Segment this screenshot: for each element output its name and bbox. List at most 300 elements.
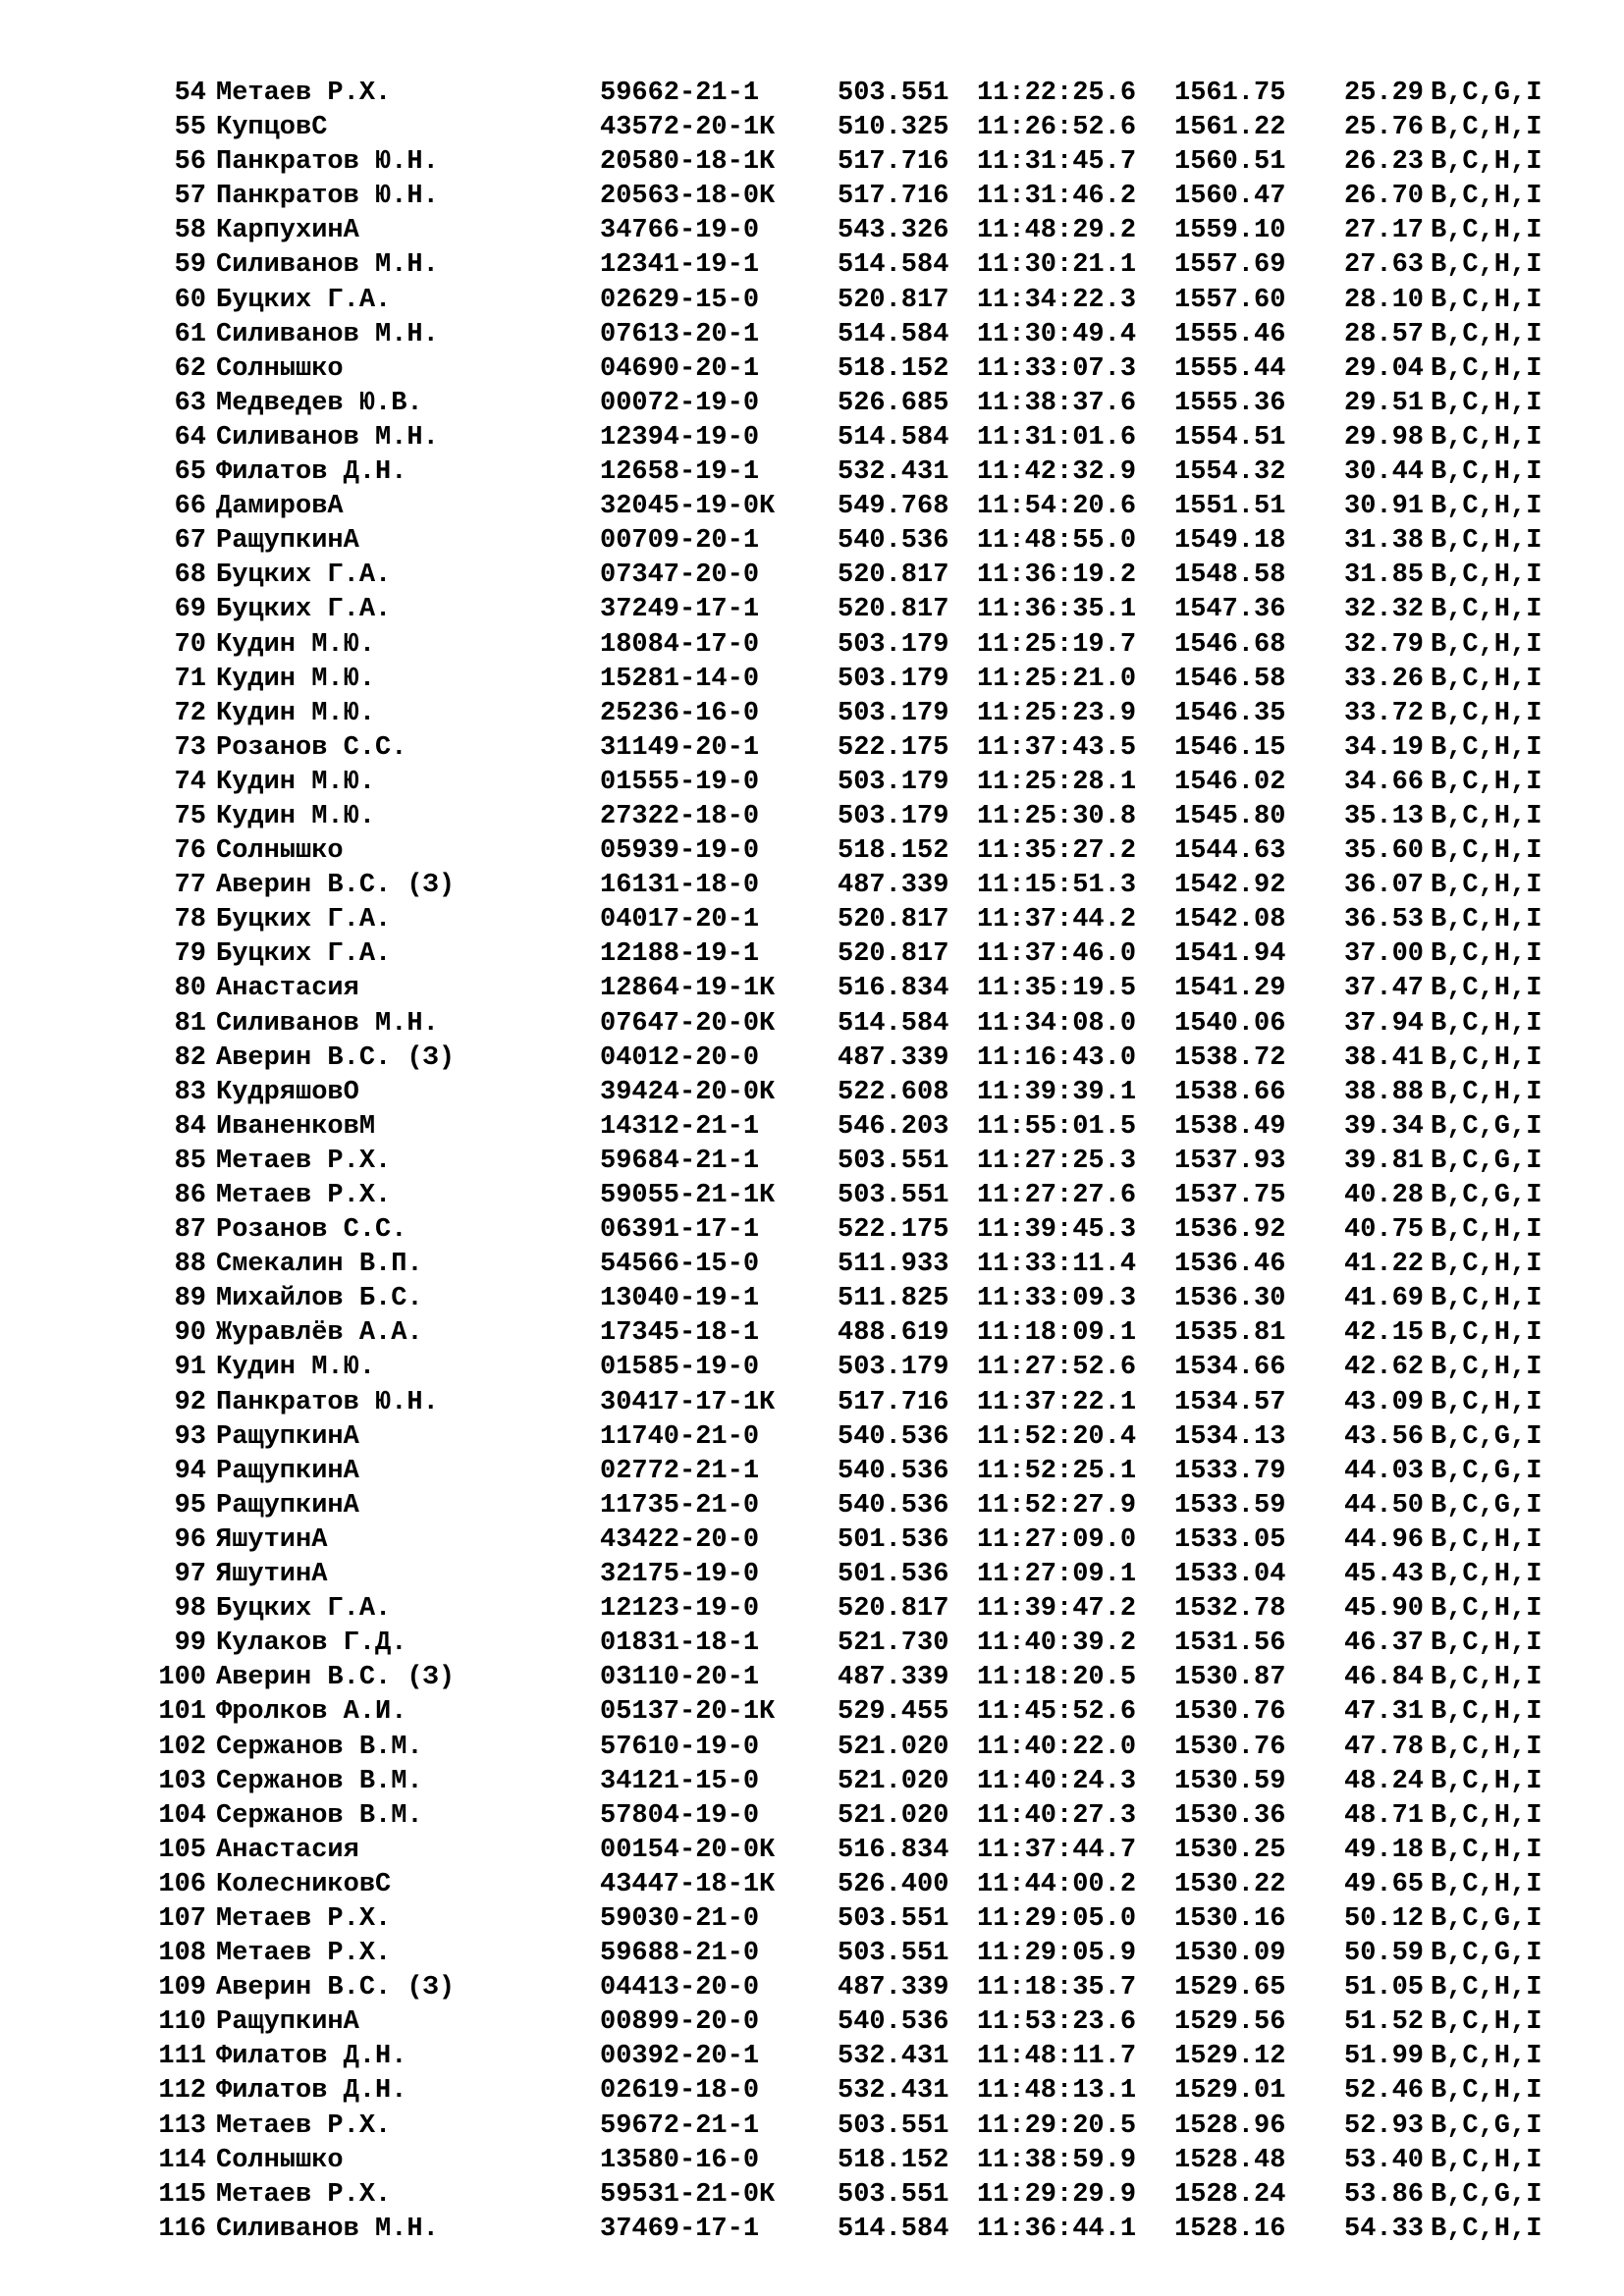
ring-number: 01831-18-1 bbox=[600, 1629, 760, 1659]
fancier-name: Метаев Р.Х. bbox=[216, 79, 392, 108]
place: 76 bbox=[174, 836, 206, 867]
distance: 540.536 bbox=[838, 2007, 949, 2038]
fancier-name: Фролков А.И. bbox=[216, 1697, 407, 1728]
place: 108 bbox=[158, 1939, 206, 1969]
classes: B,C,H,I bbox=[1431, 1629, 1543, 1659]
ring-number: 13040-19-1 bbox=[600, 1284, 760, 1314]
place: 115 bbox=[158, 2179, 206, 2210]
place: 95 bbox=[174, 1490, 206, 1521]
classes: B,C,H,I bbox=[1431, 767, 1543, 797]
place: 62 bbox=[174, 353, 206, 384]
distance: 503.179 bbox=[838, 629, 949, 660]
table-row bbox=[141, 1179, 1595, 1213]
table-row bbox=[141, 1041, 1595, 1076]
distance: 520.817 bbox=[838, 595, 949, 625]
fancier-name: Буцких Г.А. bbox=[216, 285, 392, 315]
classes: B,C,H,I bbox=[1431, 319, 1543, 349]
coefficient: 42.15 bbox=[1344, 1318, 1425, 1349]
coefficient: 49.18 bbox=[1344, 1835, 1425, 1865]
table-row bbox=[141, 1420, 1595, 1455]
coefficient: 48.71 bbox=[1344, 1800, 1425, 1831]
ring-number: 43422-20-0 bbox=[600, 1524, 760, 1555]
ring-number: 01585-19-0 bbox=[600, 1353, 760, 1383]
place: 102 bbox=[158, 1732, 206, 1762]
arrival-time: 11:34:08.0 bbox=[977, 1008, 1137, 1039]
speed: 1533.59 bbox=[1174, 1490, 1286, 1521]
distance: 522.608 bbox=[838, 1077, 949, 1107]
distance: 503.551 bbox=[838, 1903, 949, 1934]
classes: B,C,G,I bbox=[1431, 1111, 1543, 1142]
place: 70 bbox=[174, 629, 206, 660]
ring-number: 00709-20-1 bbox=[600, 526, 760, 557]
arrival-time: 11:27:09.1 bbox=[977, 1560, 1137, 1590]
fancier-name: Сержанов В.М. bbox=[216, 1766, 423, 1796]
ring-number: 59684-21-1 bbox=[600, 1146, 760, 1176]
fancier-name: Журавлёв А.А. bbox=[216, 1318, 423, 1349]
table-row bbox=[141, 1282, 1595, 1316]
coefficient: 31.38 bbox=[1344, 526, 1425, 557]
table-row bbox=[141, 1213, 1595, 1248]
fancier-name: КолесниковС bbox=[216, 1869, 392, 1899]
distance: 532.431 bbox=[838, 2042, 949, 2072]
ring-number: 05137-20-1К bbox=[600, 1697, 776, 1728]
place: 87 bbox=[174, 1215, 206, 1246]
place: 100 bbox=[158, 1663, 206, 1693]
arrival-time: 11:40:39.2 bbox=[977, 1629, 1137, 1659]
distance: 510.325 bbox=[838, 113, 949, 143]
classes: B,C,H,I bbox=[1431, 1318, 1543, 1349]
ring-number: 54566-15-0 bbox=[600, 1250, 760, 1280]
place: 111 bbox=[158, 2042, 206, 2072]
fancier-name: Метаев Р.Х. bbox=[216, 1146, 392, 1176]
coefficient: 34.66 bbox=[1344, 767, 1425, 797]
table-row bbox=[141, 1834, 1595, 1868]
arrival-time: 11:27:25.3 bbox=[977, 1146, 1137, 1176]
speed: 1528.24 bbox=[1174, 2179, 1286, 2210]
fancier-name: Филатов Д.Н. bbox=[216, 2076, 407, 2107]
place: 66 bbox=[174, 492, 206, 522]
distance: 521.020 bbox=[838, 1766, 949, 1796]
fancier-name: Анастасия bbox=[216, 974, 359, 1004]
table-row bbox=[141, 2213, 1595, 2247]
place: 101 bbox=[158, 1697, 206, 1728]
ring-number: 12864-19-1К bbox=[600, 974, 776, 1004]
classes: B,C,H,I bbox=[1431, 1077, 1543, 1107]
speed: 1548.58 bbox=[1174, 561, 1286, 591]
speed: 1537.93 bbox=[1174, 1146, 1286, 1176]
speed: 1540.06 bbox=[1174, 1008, 1286, 1039]
arrival-time: 11:37:43.5 bbox=[977, 732, 1137, 763]
arrival-time: 11:39:47.2 bbox=[977, 1594, 1137, 1625]
speed: 1528.48 bbox=[1174, 2145, 1286, 2175]
coefficient: 46.37 bbox=[1344, 1629, 1425, 1659]
table-row bbox=[141, 1558, 1595, 1592]
table-row bbox=[141, 1110, 1595, 1145]
arrival-time: 11:38:37.6 bbox=[977, 388, 1137, 418]
coefficient: 50.12 bbox=[1344, 1903, 1425, 1934]
place: 67 bbox=[174, 526, 206, 557]
table-row bbox=[141, 387, 1595, 421]
place: 61 bbox=[174, 319, 206, 349]
arrival-time: 11:22:25.6 bbox=[977, 79, 1137, 108]
fancier-name: Аверин В.С. (З) bbox=[216, 871, 456, 901]
table-row bbox=[141, 284, 1595, 318]
place: 63 bbox=[174, 388, 206, 418]
coefficient: 51.52 bbox=[1344, 2007, 1425, 2038]
ring-number: 59672-21-1 bbox=[600, 2110, 760, 2141]
table-row bbox=[141, 593, 1595, 627]
table-row bbox=[141, 766, 1595, 800]
ring-number: 30417-17-1К bbox=[600, 1387, 776, 1417]
arrival-time: 11:35:27.2 bbox=[977, 836, 1137, 867]
speed: 1545.80 bbox=[1174, 801, 1286, 831]
table-row bbox=[141, 628, 1595, 663]
coefficient: 32.79 bbox=[1344, 629, 1425, 660]
place: 68 bbox=[174, 561, 206, 591]
table-row bbox=[141, 800, 1595, 834]
place: 80 bbox=[174, 974, 206, 1004]
ring-number: 06391-17-1 bbox=[600, 1215, 760, 1246]
ring-number: 16131-18-0 bbox=[600, 871, 760, 901]
place: 109 bbox=[158, 1973, 206, 2003]
ring-number: 59688-21-0 bbox=[600, 1939, 760, 1969]
classes: B,C,H,I bbox=[1431, 836, 1543, 867]
table-row bbox=[141, 1455, 1595, 1489]
coefficient: 41.22 bbox=[1344, 1250, 1425, 1280]
distance: 514.584 bbox=[838, 2214, 949, 2244]
fancier-name: РащупкинА bbox=[216, 2007, 359, 2038]
speed: 1542.92 bbox=[1174, 871, 1286, 901]
fancier-name: РащупкинА bbox=[216, 1490, 359, 1521]
arrival-time: 11:38:59.9 bbox=[977, 2145, 1137, 2175]
ring-number: 07347-20-0 bbox=[600, 561, 760, 591]
ring-number: 20563-18-0К bbox=[600, 182, 776, 212]
speed: 1546.35 bbox=[1174, 698, 1286, 728]
arrival-time: 11:26:52.6 bbox=[977, 113, 1137, 143]
ring-number: 25236-16-0 bbox=[600, 698, 760, 728]
table-row bbox=[141, 1902, 1595, 1937]
distance: 540.536 bbox=[838, 1421, 949, 1452]
coefficient: 38.88 bbox=[1344, 1077, 1425, 1107]
place: 114 bbox=[158, 2145, 206, 2175]
distance: 503.551 bbox=[838, 1181, 949, 1210]
place: 77 bbox=[174, 871, 206, 901]
arrival-time: 11:36:35.1 bbox=[977, 595, 1137, 625]
speed: 1534.57 bbox=[1174, 1387, 1286, 1417]
fancier-name: Силиванов М.Н. bbox=[216, 1008, 439, 1039]
fancier-name: ЯшутинА bbox=[216, 1560, 328, 1590]
classes: B,C,H,I bbox=[1431, 147, 1543, 178]
arrival-time: 11:15:51.3 bbox=[977, 871, 1137, 901]
distance: 526.400 bbox=[838, 1869, 949, 1899]
coefficient: 34.19 bbox=[1344, 732, 1425, 763]
speed: 1547.36 bbox=[1174, 595, 1286, 625]
place: 60 bbox=[174, 285, 206, 315]
classes: B,C,H,I bbox=[1431, 388, 1543, 418]
arrival-time: 11:34:22.3 bbox=[977, 285, 1137, 315]
distance: 514.584 bbox=[838, 422, 949, 453]
coefficient: 40.75 bbox=[1344, 1215, 1425, 1246]
coefficient: 44.50 bbox=[1344, 1490, 1425, 1521]
distance: 518.152 bbox=[838, 836, 949, 867]
arrival-time: 11:48:13.1 bbox=[977, 2076, 1137, 2107]
table-row bbox=[141, 455, 1595, 490]
coefficient: 38.41 bbox=[1344, 1042, 1425, 1073]
place: 96 bbox=[174, 1524, 206, 1555]
speed: 1546.02 bbox=[1174, 767, 1286, 797]
arrival-time: 11:31:46.2 bbox=[977, 182, 1137, 212]
speed: 1560.47 bbox=[1174, 182, 1286, 212]
distance: 532.431 bbox=[838, 457, 949, 488]
fancier-name: КудряшовО bbox=[216, 1077, 359, 1107]
distance: 503.551 bbox=[838, 2179, 949, 2210]
arrival-time: 11:37:22.1 bbox=[977, 1387, 1137, 1417]
classes: B,C,G,I bbox=[1431, 2110, 1543, 2141]
coefficient: 25.29 bbox=[1344, 79, 1425, 108]
distance: 521.020 bbox=[838, 1732, 949, 1762]
fancier-name: Аверин В.С. (З) bbox=[216, 1042, 456, 1073]
coefficient: 26.70 bbox=[1344, 182, 1425, 212]
place: 92 bbox=[174, 1387, 206, 1417]
table-row bbox=[141, 1765, 1595, 1799]
arrival-time: 11:29:20.5 bbox=[977, 2110, 1137, 2141]
speed: 1557.69 bbox=[1174, 250, 1286, 281]
table-row bbox=[141, 559, 1595, 593]
arrival-time: 11:54:20.6 bbox=[977, 492, 1137, 522]
table-row bbox=[141, 1592, 1595, 1627]
fancier-name: Буцких Г.А. bbox=[216, 561, 392, 591]
distance: 520.817 bbox=[838, 1594, 949, 1625]
ring-number: 00154-20-0К bbox=[600, 1835, 776, 1865]
classes: B,C,H,I bbox=[1431, 974, 1543, 1004]
fancier-name: КупцовС bbox=[216, 113, 328, 143]
classes: B,C,H,I bbox=[1431, 1594, 1543, 1625]
ring-number: 17345-18-1 bbox=[600, 1318, 760, 1349]
arrival-time: 11:29:05.0 bbox=[977, 1903, 1137, 1934]
table-row bbox=[141, 2040, 1595, 2074]
classes: B,C,H,I bbox=[1431, 492, 1543, 522]
speed: 1555.36 bbox=[1174, 388, 1286, 418]
results-table bbox=[141, 77, 1595, 2247]
classes: B,C,H,I bbox=[1431, 801, 1543, 831]
speed: 1530.22 bbox=[1174, 1869, 1286, 1899]
ring-number: 11740-21-0 bbox=[600, 1421, 760, 1452]
coefficient: 45.43 bbox=[1344, 1560, 1425, 1590]
table-row bbox=[141, 1007, 1595, 1041]
coefficient: 36.07 bbox=[1344, 871, 1425, 901]
arrival-time: 11:33:07.3 bbox=[977, 353, 1137, 384]
place: 54 bbox=[174, 79, 206, 108]
table-row bbox=[141, 2005, 1595, 2040]
table-row bbox=[141, 1868, 1595, 1902]
ring-number: 14312-21-1 bbox=[600, 1111, 760, 1142]
distance: 514.584 bbox=[838, 319, 949, 349]
ring-number: 04012-20-0 bbox=[600, 1042, 760, 1073]
arrival-time: 11:40:27.3 bbox=[977, 1800, 1137, 1831]
ring-number: 59055-21-1К bbox=[600, 1181, 776, 1210]
classes: B,C,H,I bbox=[1431, 1284, 1543, 1314]
fancier-name: ДамировА bbox=[216, 492, 344, 522]
place: 73 bbox=[174, 732, 206, 763]
speed: 1541.94 bbox=[1174, 939, 1286, 970]
fancier-name: Розанов С.С. bbox=[216, 1215, 407, 1246]
speed: 1538.72 bbox=[1174, 1042, 1286, 1073]
place: 79 bbox=[174, 939, 206, 970]
table-row bbox=[141, 2074, 1595, 2109]
classes: B,C,H,I bbox=[1431, 732, 1543, 763]
ring-number: 12658-19-1 bbox=[600, 457, 760, 488]
speed: 1530.16 bbox=[1174, 1903, 1286, 1934]
coefficient: 51.99 bbox=[1344, 2042, 1425, 2072]
coefficient: 47.31 bbox=[1344, 1697, 1425, 1728]
classes: B,C,H,I bbox=[1431, 1042, 1543, 1073]
coefficient: 46.84 bbox=[1344, 1663, 1425, 1693]
place: 112 bbox=[158, 2076, 206, 2107]
arrival-time: 11:27:52.6 bbox=[977, 1353, 1137, 1383]
place: 90 bbox=[174, 1318, 206, 1349]
table-row bbox=[141, 2144, 1595, 2178]
table-row bbox=[141, 2109, 1595, 2144]
table-row bbox=[141, 1316, 1595, 1351]
distance: 503.179 bbox=[838, 767, 949, 797]
distance: 503.179 bbox=[838, 1353, 949, 1383]
arrival-time: 11:33:09.3 bbox=[977, 1284, 1137, 1314]
classes: B,C,H,I bbox=[1431, 1215, 1543, 1246]
table-row bbox=[141, 1145, 1595, 1179]
speed: 1528.16 bbox=[1174, 2214, 1286, 2244]
classes: B,C,H,I bbox=[1431, 422, 1543, 453]
distance: 487.339 bbox=[838, 871, 949, 901]
ring-number: 13580-16-0 bbox=[600, 2145, 760, 2175]
fancier-name: Солнышко bbox=[216, 2145, 344, 2175]
place: 74 bbox=[174, 767, 206, 797]
fancier-name: Анастасия bbox=[216, 1835, 359, 1865]
arrival-time: 11:18:09.1 bbox=[977, 1318, 1137, 1349]
ring-number: 34766-19-0 bbox=[600, 216, 760, 246]
table-row bbox=[141, 937, 1595, 972]
fancier-name: Буцких Г.А. bbox=[216, 595, 392, 625]
fancier-name: Силиванов М.Н. bbox=[216, 250, 439, 281]
coefficient: 32.32 bbox=[1344, 595, 1425, 625]
arrival-time: 11:25:30.8 bbox=[977, 801, 1137, 831]
arrival-time: 11:25:28.1 bbox=[977, 767, 1137, 797]
distance: 487.339 bbox=[838, 1973, 949, 2003]
coefficient: 30.44 bbox=[1344, 457, 1425, 488]
classes: B,C,G,I bbox=[1431, 1490, 1543, 1521]
classes: B,C,H,I bbox=[1431, 2214, 1543, 2244]
fancier-name: Солнышко bbox=[216, 353, 344, 384]
table-row bbox=[141, 1937, 1595, 1971]
ring-number: 12394-19-0 bbox=[600, 422, 760, 453]
classes: B,C,G,I bbox=[1431, 79, 1543, 108]
place: 107 bbox=[158, 1903, 206, 1934]
speed: 1538.49 bbox=[1174, 1111, 1286, 1142]
fancier-name: Филатов Д.Н. bbox=[216, 457, 407, 488]
distance: 514.584 bbox=[838, 1008, 949, 1039]
table-row bbox=[141, 248, 1595, 283]
arrival-time: 11:40:22.0 bbox=[977, 1732, 1137, 1762]
ring-number: 00072-19-0 bbox=[600, 388, 760, 418]
fancier-name: Кудин М.Ю. bbox=[216, 698, 376, 728]
table-row bbox=[141, 1627, 1595, 1661]
table-row bbox=[141, 214, 1595, 248]
arrival-time: 11:18:20.5 bbox=[977, 1663, 1137, 1693]
table-row bbox=[141, 663, 1595, 697]
speed: 1537.75 bbox=[1174, 1181, 1286, 1210]
arrival-time: 11:25:21.0 bbox=[977, 664, 1137, 694]
coefficient: 43.09 bbox=[1344, 1387, 1425, 1417]
ring-number: 32045-19-0К bbox=[600, 492, 776, 522]
arrival-time: 11:39:45.3 bbox=[977, 1215, 1137, 1246]
ring-number: 03110-20-1 bbox=[600, 1663, 760, 1693]
ring-number: 31149-20-1 bbox=[600, 732, 760, 763]
table-row bbox=[141, 1351, 1595, 1385]
fancier-name: Медведев Ю.В. bbox=[216, 388, 423, 418]
distance: 529.455 bbox=[838, 1697, 949, 1728]
place: 58 bbox=[174, 216, 206, 246]
distance: 503.551 bbox=[838, 79, 949, 108]
distance: 540.536 bbox=[838, 1490, 949, 1521]
speed: 1529.01 bbox=[1174, 2076, 1286, 2107]
speed: 1555.44 bbox=[1174, 353, 1286, 384]
place: 103 bbox=[158, 1766, 206, 1796]
fancier-name: Кудин М.Ю. bbox=[216, 629, 376, 660]
distance: 487.339 bbox=[838, 1663, 949, 1693]
arrival-time: 11:36:44.1 bbox=[977, 2214, 1137, 2244]
coefficient: 54.33 bbox=[1344, 2214, 1425, 2244]
fancier-name: Филатов Д.Н. bbox=[216, 2042, 407, 2072]
place: 64 bbox=[174, 422, 206, 453]
fancier-name: Буцких Г.А. bbox=[216, 939, 392, 970]
ring-number: 34121-15-0 bbox=[600, 1766, 760, 1796]
speed: 1530.76 bbox=[1174, 1732, 1286, 1762]
fancier-name: Сержанов В.М. bbox=[216, 1800, 423, 1831]
coefficient: 42.62 bbox=[1344, 1353, 1425, 1383]
speed: 1533.05 bbox=[1174, 1524, 1286, 1555]
place: 97 bbox=[174, 1560, 206, 1590]
distance: 520.817 bbox=[838, 939, 949, 970]
coefficient: 40.28 bbox=[1344, 1181, 1425, 1210]
coefficient: 45.90 bbox=[1344, 1594, 1425, 1625]
distance: 503.179 bbox=[838, 801, 949, 831]
table-row bbox=[141, 1489, 1595, 1523]
place: 113 bbox=[158, 2110, 206, 2141]
place: 55 bbox=[174, 113, 206, 143]
arrival-time: 11:37:44.2 bbox=[977, 905, 1137, 935]
coefficient: 48.24 bbox=[1344, 1766, 1425, 1796]
coefficient: 28.10 bbox=[1344, 285, 1425, 315]
place: 72 bbox=[174, 698, 206, 728]
ring-number: 20580-18-1К bbox=[600, 147, 776, 178]
coefficient: 44.03 bbox=[1344, 1456, 1425, 1486]
ring-number: 43447-18-1К bbox=[600, 1869, 776, 1899]
ring-number: 04413-20-0 bbox=[600, 1973, 760, 2003]
ring-number: 00392-20-1 bbox=[600, 2042, 760, 2072]
fancier-name: Метаев Р.Х. bbox=[216, 2110, 392, 2141]
ring-number: 32175-19-0 bbox=[600, 1560, 760, 1590]
fancier-name: Силиванов М.Н. bbox=[216, 319, 439, 349]
speed: 1536.46 bbox=[1174, 1250, 1286, 1280]
speed: 1555.46 bbox=[1174, 319, 1286, 349]
classes: B,C,H,I bbox=[1431, 2076, 1543, 2107]
distance: 540.536 bbox=[838, 1456, 949, 1486]
arrival-time: 11:48:11.7 bbox=[977, 2042, 1137, 2072]
place: 84 bbox=[174, 1111, 206, 1142]
place: 56 bbox=[174, 147, 206, 178]
table-row bbox=[141, 731, 1595, 766]
place: 99 bbox=[174, 1629, 206, 1659]
distance: 549.768 bbox=[838, 492, 949, 522]
